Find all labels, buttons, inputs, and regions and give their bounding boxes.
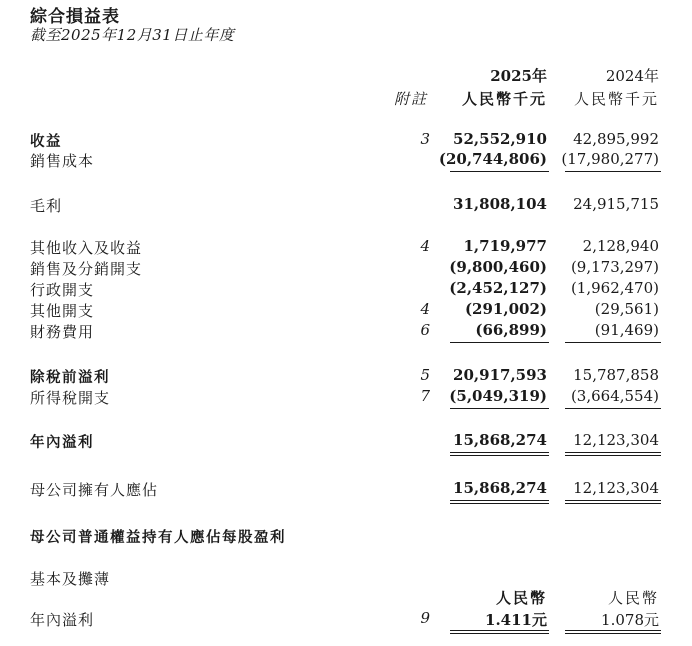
total-double-line-2025 — [450, 503, 549, 504]
row-value-2025: (20,744,806) — [438, 150, 547, 168]
row-value-2024: (17,980,277) — [561, 150, 659, 168]
total-line-2025 — [450, 500, 549, 501]
row-value-2024: 15,787,858 — [573, 366, 659, 384]
header-year-2025: 2025年 — [490, 67, 547, 85]
row-value-2025: 15,868,274 — [453, 479, 547, 497]
row-label: 毛利 — [30, 197, 63, 215]
row-other-income — [0, 237, 692, 258]
total-double-line-2024 — [565, 503, 661, 504]
row-value-2024: (29,561) — [594, 300, 659, 318]
row-value-2024: (91,469) — [594, 321, 659, 339]
eps-value-2025: 1.411元 — [485, 611, 547, 629]
row-income-tax — [0, 387, 692, 408]
subtotal-line-2025 — [450, 342, 549, 343]
row-value-2024: (3,664,554) — [570, 387, 659, 405]
row-label: 銷售成本 — [30, 152, 95, 170]
total-double-line-2025 — [450, 455, 549, 456]
subtotal-line-2025 — [450, 171, 549, 172]
row-value-2024: 12,123,304 — [573, 431, 659, 449]
row-note: 7 — [420, 387, 430, 405]
eps-value-2024: 1.078元 — [601, 611, 659, 629]
row-label: 銷售及分銷開支 — [30, 260, 143, 278]
total-line-2025 — [450, 452, 549, 453]
row-label: 其他收入及收益 — [30, 239, 143, 257]
eps-line-2024 — [565, 630, 661, 631]
row-value-2025: (5,049,319) — [449, 387, 547, 405]
row-label: 所得稅開支 — [30, 389, 111, 407]
row-label: 財務費用 — [30, 323, 95, 341]
subtotal-line-2024 — [565, 408, 661, 409]
eps-line-2025 — [450, 630, 549, 631]
header-unit-2024: 人民幣千元 — [573, 90, 659, 108]
eps-sub-row — [0, 568, 692, 589]
row-label: 年內溢利 — [30, 435, 94, 451]
row-cost-of-sales — [0, 150, 692, 171]
row-value-2024: 24,915,715 — [573, 195, 659, 213]
row-value-2025: (66,899) — [475, 321, 547, 339]
row-label: 行政開支 — [30, 281, 95, 299]
row-gross-profit — [0, 195, 692, 216]
row-value-2025: 31,808,104 — [453, 195, 547, 213]
row-selling-expenses — [0, 258, 692, 279]
row-eps-profit-for-year — [0, 609, 692, 630]
row-note: 9 — [420, 609, 430, 627]
header-note-column: 附註 — [394, 90, 429, 108]
row-value-2025: 52,552,910 — [453, 130, 547, 148]
eps-unit-2025: 人民幣 — [495, 589, 547, 607]
total-double-line-2024 — [565, 455, 661, 456]
eps-double-line-2024 — [565, 633, 661, 634]
eps-double-line-2025 — [450, 633, 549, 634]
row-value-2025: 20,917,593 — [453, 366, 547, 384]
statement-title: 綜合損益表 — [30, 7, 120, 27]
row-value-2024: 12,123,304 — [573, 479, 659, 497]
row-label: 除稅前溢利 — [30, 370, 110, 386]
row-note: 4 — [420, 237, 430, 255]
row-value-2025: 1,719,977 — [463, 237, 547, 255]
row-finance-costs — [0, 321, 692, 342]
row-value-2024: 2,128,940 — [582, 237, 659, 255]
row-label: 年內溢利 — [30, 611, 95, 629]
row-value-2025: (2,452,127) — [449, 279, 547, 297]
row-value-2024: (9,173,297) — [570, 258, 659, 276]
row-profit-before-tax — [0, 366, 692, 387]
row-value-2025: (291,002) — [464, 300, 547, 318]
row-note: 4 — [420, 300, 430, 318]
row-other-expenses — [0, 300, 692, 321]
header-year-2024: 2024年 — [605, 67, 659, 85]
total-line-2024 — [565, 500, 661, 501]
total-line-2024 — [565, 452, 661, 453]
row-profit-for-year — [0, 431, 692, 452]
eps-unit-2024: 人民幣 — [607, 589, 659, 607]
row-value-2025: 15,868,274 — [453, 431, 547, 449]
row-note: 6 — [420, 321, 430, 339]
subtotal-line-2024 — [565, 342, 661, 343]
row-label: 母公司擁有人應佔 — [30, 481, 159, 499]
row-label: 收益 — [30, 134, 62, 150]
row-note: 3 — [420, 130, 430, 148]
row-revenue — [0, 130, 692, 151]
row-value-2025: (9,800,460) — [449, 258, 547, 276]
row-note: 5 — [420, 366, 430, 384]
subtotal-line-2025 — [450, 408, 549, 409]
row-value-2024: (1,962,470) — [570, 279, 659, 297]
header-unit-2025: 人民幣千元 — [461, 90, 547, 108]
subtotal-line-2024 — [565, 171, 661, 172]
eps-heading: 母公司普通權益持有人應佔每股盈利 — [30, 530, 286, 546]
eps-heading-row — [0, 526, 692, 547]
row-label: 其他開支 — [30, 302, 95, 320]
row-value-2024: 42,895,992 — [573, 130, 659, 148]
row-attributable-owners — [0, 479, 692, 500]
eps-basic-diluted: 基本及攤薄 — [30, 570, 111, 588]
row-admin-expenses — [0, 279, 692, 300]
statement-period: 截至2025年12月31日止年度 — [30, 26, 235, 44]
